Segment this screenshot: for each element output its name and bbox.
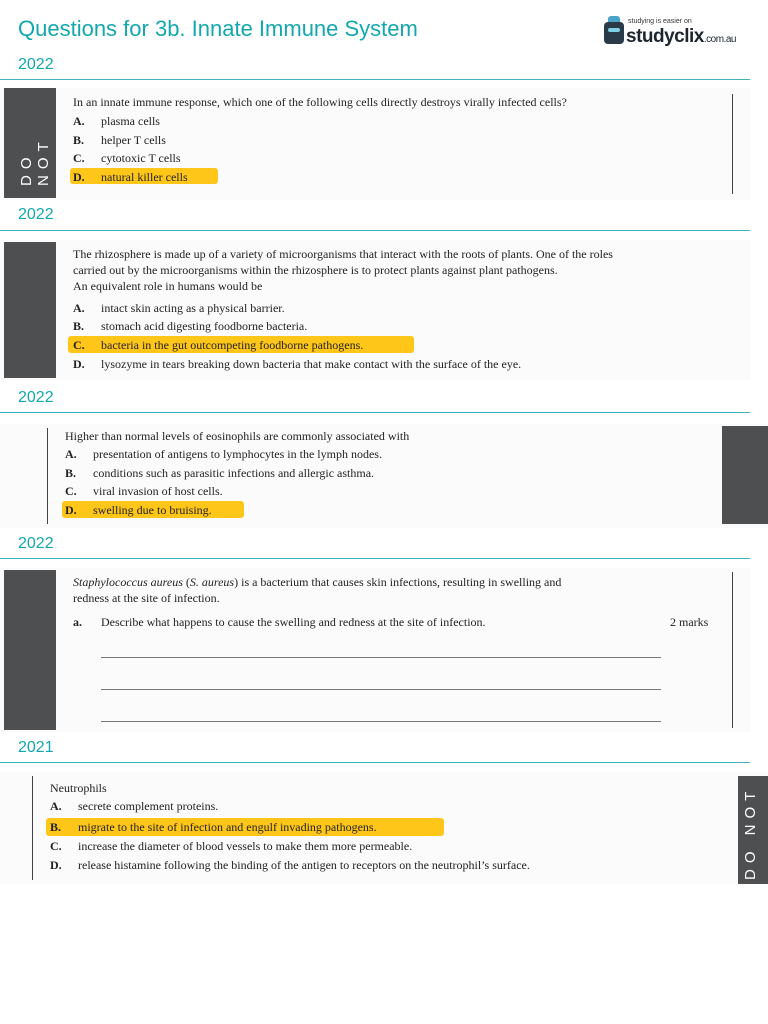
option-text: increase the diameter of blood vessels to make them more permeable.: [78, 839, 413, 853]
option-c[interactable]: [73, 336, 363, 354]
option-text: helper T cells: [101, 133, 166, 147]
option-letter: A.: [65, 447, 77, 461]
option-letter: C.: [50, 839, 62, 853]
side-stamp: [4, 88, 56, 198]
option-text: swelling due to bruising.: [93, 503, 212, 517]
question-part-a: [73, 613, 486, 631]
option-d[interactable]: [73, 355, 521, 373]
option-letter: C.: [73, 151, 85, 165]
question-card: [0, 240, 750, 380]
option-b[interactable]: [73, 317, 307, 335]
option-d[interactable]: [50, 856, 530, 874]
question-year: 2021: [18, 739, 54, 756]
answer-line[interactable]: [101, 689, 661, 690]
question-year: 2022: [18, 535, 54, 552]
studyclix-logo[interactable]: [604, 18, 754, 48]
option-letter: B.: [73, 319, 85, 333]
option-text: cytotoxic T cells: [101, 151, 181, 165]
stem-line: carried out by the microorganisms within the rhizosphere is to protect plants against plant pathogens.: [73, 263, 558, 277]
part-text: Describe what happens to cause the swelling and redness at the site of infection.: [101, 615, 486, 629]
margin-line: [732, 572, 733, 728]
species-abbrev: S. aureus: [189, 575, 235, 589]
option-a[interactable]: [73, 299, 285, 317]
side-panel: [4, 242, 56, 378]
option-b[interactable]: [50, 818, 377, 836]
option-c[interactable]: [50, 837, 412, 855]
margin-line: [32, 776, 33, 880]
option-c[interactable]: [73, 149, 181, 167]
section-divider: [0, 412, 750, 413]
question-card: [0, 568, 750, 732]
stem-line: The rhizosphere is made up of a variety of microorganisms that interact with the roots of plants. One of the roles: [73, 247, 613, 261]
option-a[interactable]: [65, 445, 382, 463]
option-text: release histamine following the binding of the antigen to receptors on the neutrophil’s surface.: [78, 858, 530, 872]
stem-line: redness at the site of infection.: [73, 591, 220, 605]
side-stamp-text: DO NOT: [18, 136, 52, 186]
option-text: bacteria in the gut outcompeting foodborne pathogens.: [101, 338, 364, 352]
side-stamp-text: DO NOT: [742, 785, 759, 880]
robot-icon: [604, 22, 624, 44]
option-letter: C.: [65, 484, 77, 498]
option-letter: A.: [50, 799, 62, 813]
option-d[interactable]: [73, 168, 188, 186]
side-panel-right: [722, 426, 768, 524]
species-name: Staphylococcus aureus: [73, 575, 183, 589]
option-letter: A.: [73, 114, 85, 128]
option-b[interactable]: [65, 464, 374, 482]
option-a[interactable]: [50, 797, 218, 815]
stem-line: An equivalent role in humans would be: [73, 279, 263, 293]
option-text: conditions such as parasitic infections and allergic asthma.: [93, 466, 375, 480]
option-letter: C.: [73, 338, 85, 352]
option-letter: D.: [73, 170, 85, 184]
option-text: intact skin acting as a physical barrier.: [101, 301, 285, 315]
section-divider: [0, 762, 750, 763]
option-letter: D.: [65, 503, 77, 517]
question-stem: [73, 246, 733, 294]
section-divider: [0, 79, 750, 80]
question-year: 2022: [18, 206, 54, 223]
side-stamp-right: [738, 776, 768, 884]
section-divider: [0, 230, 750, 231]
option-text: secrete complement proteins.: [78, 799, 219, 813]
question-card: [0, 88, 750, 200]
question-stem: Neutrophils: [50, 781, 107, 795]
stem-text: ) is a bacterium that causes skin infections, resulting in swelling and: [234, 575, 562, 589]
stem-text: (: [182, 575, 190, 589]
option-letter: B.: [65, 466, 77, 480]
brand-wordmark: [626, 26, 736, 48]
option-text: lysozyme in tears breaking down bacteria that make contact with the surface of the eye.: [101, 357, 522, 371]
option-letter: D.: [73, 357, 85, 371]
part-letter: a.: [73, 615, 82, 629]
question-year: 2022: [18, 56, 54, 73]
option-letter: B.: [50, 820, 62, 834]
question-card: [0, 424, 768, 528]
option-c[interactable]: [65, 482, 223, 500]
question-year: 2022: [18, 389, 54, 406]
brand-name: studyclix: [626, 26, 704, 47]
brand-domain: .com.au: [703, 34, 736, 45]
answer-line[interactable]: [101, 657, 661, 658]
section-divider: [0, 558, 750, 559]
margin-line: [47, 428, 48, 524]
question-card: [0, 772, 768, 884]
option-letter: B.: [73, 133, 85, 147]
option-letter: A.: [73, 301, 85, 315]
option-a[interactable]: [73, 112, 160, 130]
side-panel: [4, 570, 56, 730]
option-letter: D.: [50, 858, 62, 872]
option-text: plasma cells: [101, 114, 160, 128]
option-text: natural killer cells: [101, 170, 188, 184]
answer-line[interactable]: [101, 721, 661, 722]
brand-tagline: studying is easier on: [628, 18, 692, 25]
option-text: stomach acid digesting foodborne bacteria.: [101, 319, 308, 333]
option-text: viral invasion of host cells.: [93, 484, 223, 498]
option-d[interactable]: [65, 501, 212, 519]
option-b[interactable]: [73, 131, 166, 149]
page-title: Questions for 3b. Innate Immune System: [18, 16, 418, 41]
option-text: presentation of antigens to lymphocytes in the lymph nodes.: [93, 447, 382, 461]
question-stem: In an innate immune response, which one of the following cells directly destroys virally infected cells?: [73, 95, 567, 109]
marks-label: 2 marks: [670, 615, 709, 629]
option-text: migrate to the site of infection and engulf invading pathogens.: [78, 820, 377, 834]
question-stem: [73, 574, 713, 606]
question-stem: Higher than normal levels of eosinophils are commonly associated with: [65, 429, 410, 443]
margin-line: [732, 94, 733, 194]
